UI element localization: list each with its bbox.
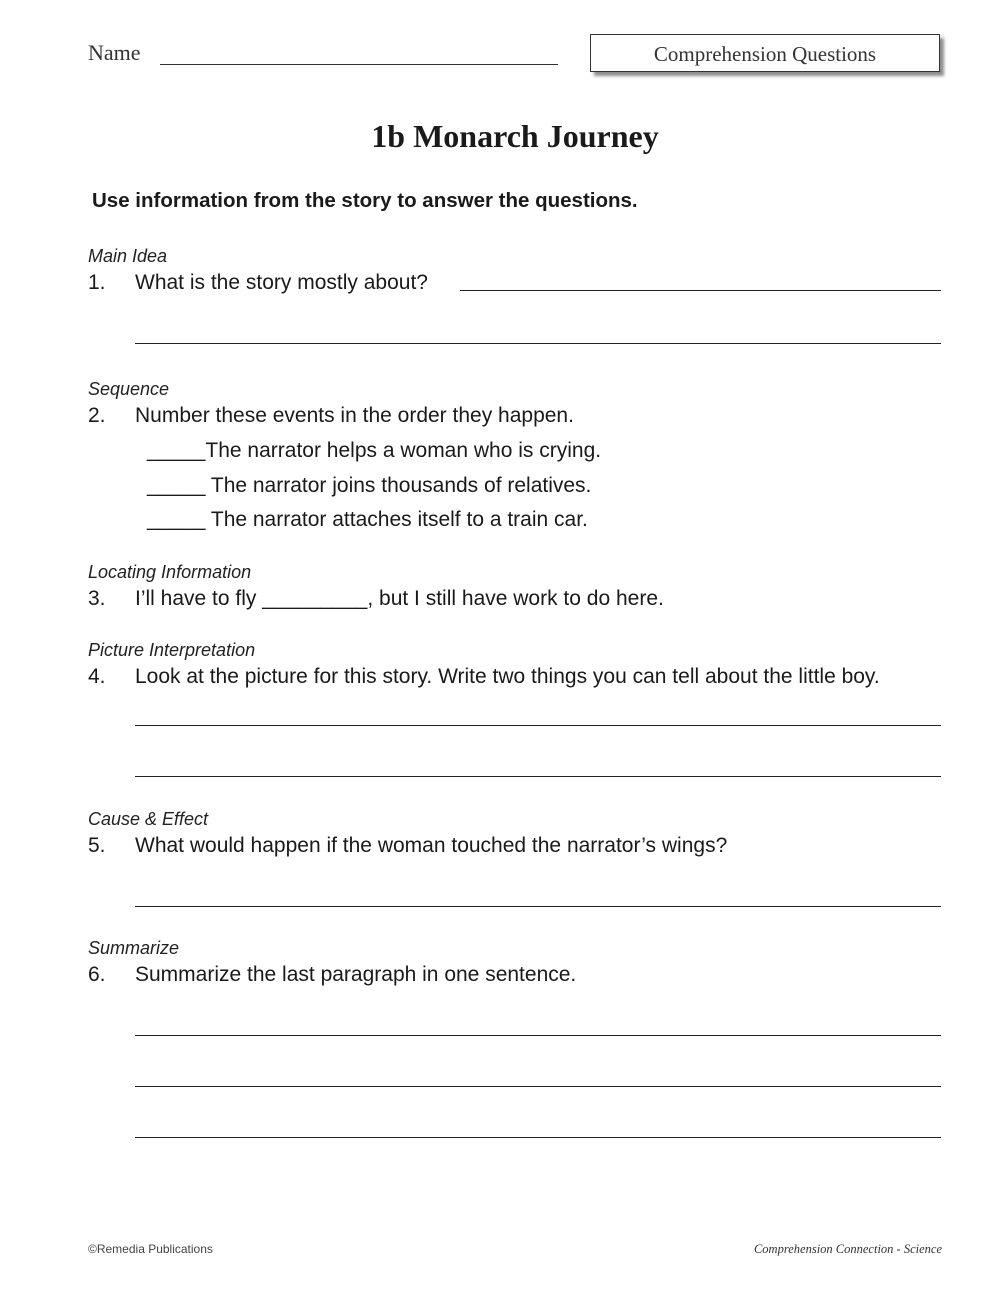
sequence-item-1 [147,439,601,463]
footer-series-name: Comprehension Connection - Science [753,1242,942,1256]
sequence-blank-2[interactable]: _____ [147,474,206,497]
sequence-item-2 [147,474,591,498]
question-4-text: Look at the picture for this story. Write two things you can tell about the little boy. [135,665,880,688]
answer-line-6b[interactable] [135,1086,941,1087]
page-title: 1b Monarch Journey [371,118,659,154]
answer-line-1a[interactable] [460,290,941,291]
question-number-5: 5. [88,834,106,857]
question-1-text: What is the story mostly about? [135,271,428,294]
sequence-blank-3[interactable]: _____ [147,508,206,531]
sequence-text-3: The narrator attaches itself to a train car. [205,508,588,531]
section-label-picture-interpretation: Picture Interpretation [88,640,256,660]
sequence-blank-1[interactable]: _____ [147,439,206,462]
section-label-cause-effect: Cause & Effect [88,809,209,829]
answer-line-1b[interactable] [135,343,941,344]
answer-line-5[interactable] [135,906,941,907]
answer-line-4a[interactable] [135,725,941,726]
question-number-4: 4. [88,665,106,688]
question-number-6: 6. [88,963,106,986]
question-6-text: Summarize the last paragraph in one sentence. [135,963,577,986]
answer-line-6c[interactable] [135,1137,941,1138]
question-number-2: 2. [88,404,106,427]
question-3-text-after: , but I still have work to do here. [367,587,664,610]
answer-line-6a[interactable] [135,1035,941,1036]
sequence-text-1: The narrator helps a woman who is crying. [205,439,602,462]
question-2-text: Number these events in the order they happen. [135,404,574,427]
answer-line-4b[interactable] [135,776,941,777]
question-3-text [135,587,664,611]
question-5-text: What would happen if the woman touched the narrator’s wings? [135,834,728,857]
question-number-3: 3. [88,587,106,610]
section-label-locating-information: Locating Information [88,562,252,582]
question-3-text-before: I’ll have to fly [135,587,263,610]
name-input-line[interactable] [160,64,558,65]
comprehension-questions-badge: Comprehension Questions [590,34,940,72]
section-label-sequence: Sequence [88,379,170,399]
sequence-text-2: The narrator joins thousands of relatives. [205,474,592,497]
section-label-summarize: Summarize [88,938,180,958]
question-3-blank[interactable]: _________ [262,587,368,610]
question-number-1: 1. [88,271,106,294]
section-label-main-idea: Main Idea [88,246,168,266]
instructions: Use information from the story to answer the questions. [92,189,638,212]
footer-copyright: ©Remedia Publications [88,1242,213,1256]
name-label: Name [88,40,141,65]
sequence-item-3 [147,508,588,532]
